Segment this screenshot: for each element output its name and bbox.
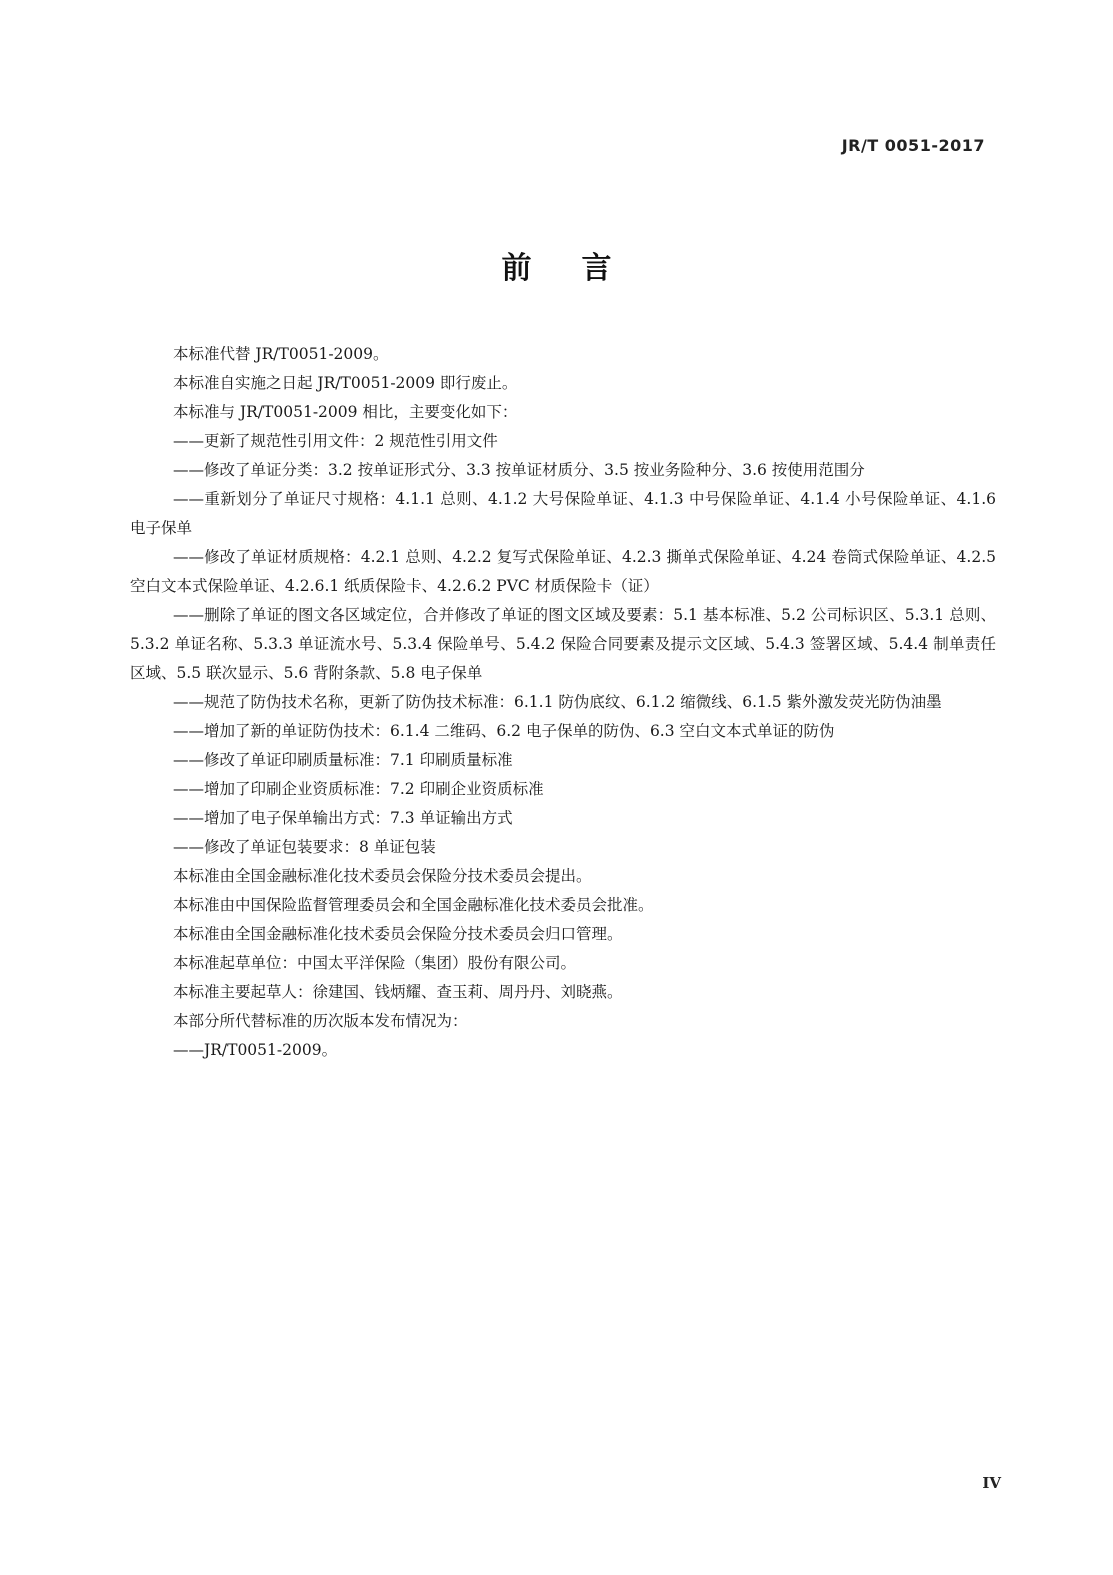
change-item: ——修改了单证材质规格：4.2.1 总则、4.2.2 复写式保险单证、4.2.3 撕单式保险单证、4.24 卷筒式保险单证、4.2.5 空白文本式保险单证、4.2.6.1 纸质保险卡、4.2.6.2 PVC 材质保险卡（证） — [130, 548, 996, 595]
standard-code: JR/T 0051-2017 — [841, 136, 985, 155]
page-number: IV — [982, 1474, 1001, 1492]
change-item: ——修改了单证分类：3.2 按单证形式分、3.3 按单证材质分、3.5 按业务险种分、3.6 按使用范围分 — [173, 461, 865, 479]
change-item: ——规范了防伪技术名称，更新了防伪技术标准：6.1.1 防伪底纹、6.1.2 缩微线、6.1.5 紫外激发荧光防伪油墨 — [173, 693, 942, 711]
paragraph: 本标准由中国保险监督管理委员会和全国金融标准化技术委员会批准。 — [173, 896, 654, 914]
version-history-item: ——JR/T0051-2009。 — [173, 1041, 338, 1059]
change-item: ——增加了印刷企业资质标准：7.2 印刷企业资质标准 — [173, 780, 544, 798]
paragraph: 本标准主要起草人：徐建国、钱炳耀、查玉莉、周丹丹、刘晓燕。 — [173, 983, 623, 1001]
paragraph: 本标准由全国金融标准化技术委员会保险分技术委员会归口管理。 — [173, 925, 623, 943]
change-item: ——修改了单证包装要求：8 单证包装 — [173, 838, 436, 856]
change-item: ——重新划分了单证尺寸规格：4.1.1 总则、4.1.2 大号保险单证、4.1.3 中号保险单证、4.1.4 小号保险单证、4.1.6 电子保单 — [130, 490, 996, 537]
change-item: ——删除了单证的图文各区域定位，合并修改了单证的图文区域及要素：5.1 基本标准、5.2 公司标识区、5.3.1 总则、5.3.2 单证名称、5.3.3 单证流水号、5.3.4 保险单号、5.4.2 保险合同要素及提示文区域、5.4.3 签署区域、5.4.4 制单责任区域、5.5 联次显示、5.6 背附条款、5.8 电子保单 — [130, 606, 996, 682]
paragraph: 本部分所代替标准的历次版本发布情况为： — [173, 1012, 468, 1030]
paragraph: 本标准自实施之日起 JR/T0051-2009 即行废止。 — [173, 374, 518, 392]
paragraph: 本标准代替 JR/T0051-2009。 — [173, 345, 389, 363]
change-item: ——更新了规范性引用文件：2 规范性引用文件 — [173, 432, 498, 450]
paragraph: 本标准起草单位：中国太平洋保险（集团）股份有限公司。 — [173, 954, 577, 972]
paragraph: 本标准由全国金融标准化技术委员会保险分技术委员会提出。 — [173, 867, 592, 885]
page-title: 前言 — [501, 251, 662, 286]
foreword-body — [130, 340, 996, 1065]
change-item: ——增加了新的单证防伪技术：6.1.4 二维码、6.2 电子保单的防伪、6.3 空白文本式单证的防伪 — [173, 722, 835, 740]
change-item: ——修改了单证印刷质量标准：7.1 印刷质量标准 — [173, 751, 513, 769]
change-item: ——增加了电子保单输出方式：7.3 单证输出方式 — [173, 809, 513, 827]
paragraph: 本标准与 JR/T0051-2009 相比，主要变化如下： — [173, 403, 518, 421]
